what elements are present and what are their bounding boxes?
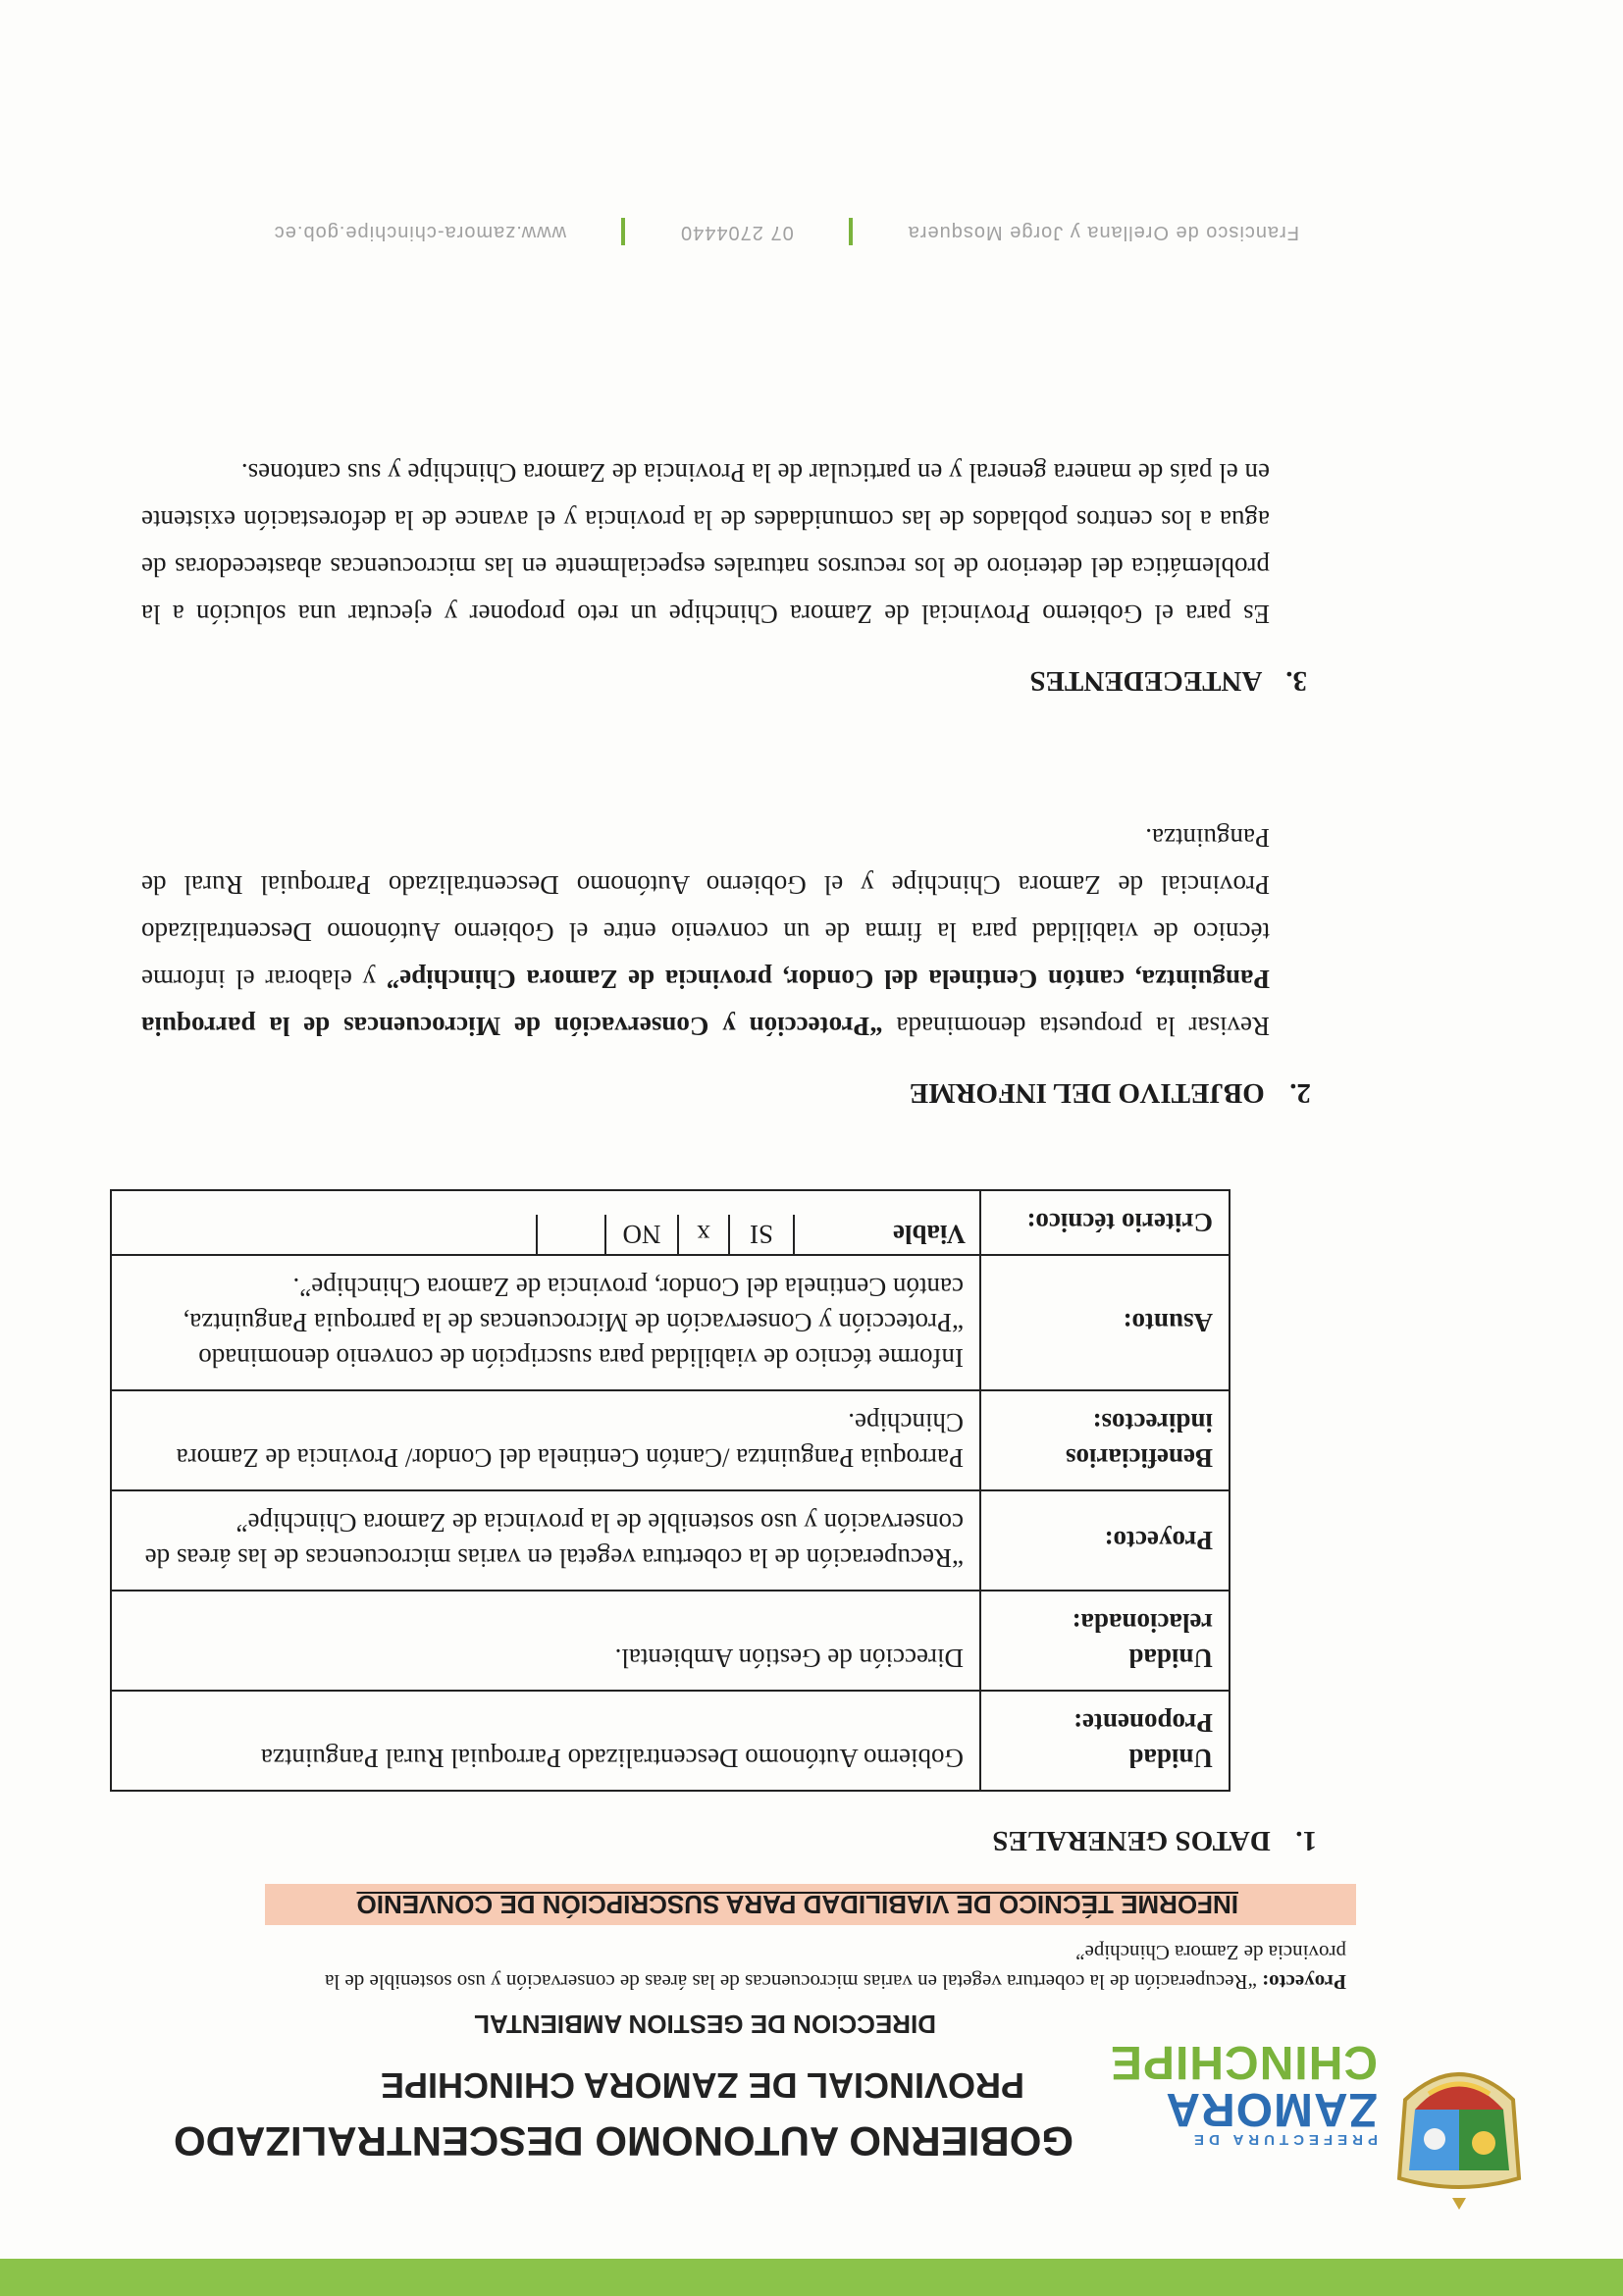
table-row [111, 1691, 1230, 1791]
brand-wordmark [1109, 2036, 1378, 2148]
table-row [111, 1390, 1230, 1490]
project-subtitle [267, 1938, 1346, 1997]
footer-separator [849, 218, 853, 245]
table-row [111, 1591, 1230, 1691]
table-row [111, 1255, 1230, 1390]
footer-address: Francisco de Orellana y Jorge Mosquera [907, 221, 1299, 243]
section-3-heading [1029, 664, 1307, 697]
table-value-cell: Parroquia Panguintza /Cantón Centinela del Condor/ Provincia de Zamora Chinchipe. [111, 1390, 980, 1490]
table-value-cell: “Recuperación de la cobertura vegetal en varias microcuencas de las áreas de conservación y uso sostenible de la provincia de Zamora Chinchipe” [111, 1490, 980, 1591]
table-value-cell: Gobierno Autónomo Descentralizado Parroquial Rural Panguintza [111, 1691, 980, 1791]
page-footer [220, 218, 1299, 245]
section-2-rest: y elaborar el informe técnico de viabilidad para la firma de un convenio entre el Gobierno Autónomo Descentralizado Provincial de Zamora Chinchipe y el Gobierno Autónomo Descentralizado Parroquial Rural de Panguintza. [141, 823, 1270, 994]
section-1-heading [992, 1824, 1317, 1856]
criterio-viable: Viable [793, 1215, 979, 1254]
section-3-number: 3. [1285, 665, 1307, 697]
footer-separator [621, 218, 625, 245]
report-title-banner: INFORME TÉCNICO DE VIABILIDAD PARA SUSCRIPCIÓN DE CONVENIO [265, 1884, 1356, 1925]
criterio-no: NO [604, 1215, 677, 1254]
table-label-cell: Unidad relacionada: [980, 1591, 1230, 1691]
table-label-cell: Proyecto: [980, 1490, 1230, 1591]
project-subtitle-label: Proyecto: [1262, 1970, 1346, 1994]
section-3-paragraph: Es para el Gobierno Provincial de Zamora Chinchipe un reto proponer y ejecutar una solución a la problemática del deterioro de los recursos naturales especialmente en las microcuencas abastecedoras de agua a los centros poblados de las comunidades de la provincia y el avance de la deforestación existente en el país de manera general y en particular de la Provincia de Zamora Chinchipe y sus cantones. [141, 458, 1270, 629]
brand-line-1: ZAMORA [1165, 2083, 1378, 2135]
criterio-blank [536, 1215, 604, 1254]
top-green-bar [0, 2259, 1623, 2296]
section-2-heading [910, 1076, 1311, 1109]
table-value-cell: Informe técnico de viabilidad para suscripción de convenio denominado “Protección y Conservación de Microcuencas de la parroquia Panguintza, cantón Centinela del Condor, provincia de Zamora Chinchipe”. [111, 1255, 980, 1390]
section-2-number: 2. [1289, 1077, 1311, 1109]
institution-line-2: PROVINCIAL DE ZAMORA CHINCHIPE [380, 2065, 1024, 2106]
brand-line-2: CHINCHIPE [1109, 2036, 1378, 2088]
table-row [111, 1490, 1230, 1591]
section-1-number: 1. [1295, 1825, 1317, 1856]
project-subtitle-text: “Recuperación de la cobertura vegetal en varias microcuencas de las áreas de conservación y uso sostenible de la provincia de Zamora Chinchipe” [325, 1941, 1346, 1994]
table-label-cell: Beneficiarios indirectos: [980, 1390, 1230, 1490]
table-label-cell: Unidad Proponente: [980, 1691, 1230, 1791]
table-row-criterio [111, 1190, 1230, 1255]
criterio-mark: x [677, 1215, 728, 1254]
section-2-lead: Revisar la propuesta denominada [882, 1012, 1270, 1041]
section-2-title: OBJETIVO DEL INFORME [909, 1077, 1265, 1109]
provincial-coat-of-arms-icon [1389, 2045, 1529, 2218]
section-1-title: DATOS GENERALES [992, 1825, 1271, 1856]
criterio-si: SI [728, 1215, 793, 1254]
footer-website: www.zamora-chinchipe.gob.ec [273, 221, 567, 243]
table-value-cell: Dirección de Gestión Ambiental. [111, 1591, 980, 1691]
section-2-paragraph [141, 814, 1270, 1050]
section-3-title: ANTECEDENTES [1029, 665, 1263, 697]
criterio-options [112, 1215, 979, 1254]
criterio-value-cell [111, 1190, 980, 1255]
table-label-cell: Asunto: [980, 1255, 1230, 1390]
general-data-table [110, 1189, 1230, 1792]
section-2-bold: “Protección y Conservación de Microcuencas de la parroquia Panguintza, cantón Centinela del Condor, provincia de Zamora Chinchipe” [141, 965, 1270, 1041]
brand-prefix: PREFECTURA DE [1189, 2131, 1378, 2148]
department-name: DIRECCION DE GESTION AMBIENTAL [474, 2009, 936, 2039]
criterio-label-cell: Criterio técnico: [980, 1190, 1230, 1255]
institution-line-1: GOBIERNO AUTONOMO DESCENTRALIZADO [173, 2118, 1073, 2165]
footer-phone: 07 2704440 [680, 221, 794, 243]
